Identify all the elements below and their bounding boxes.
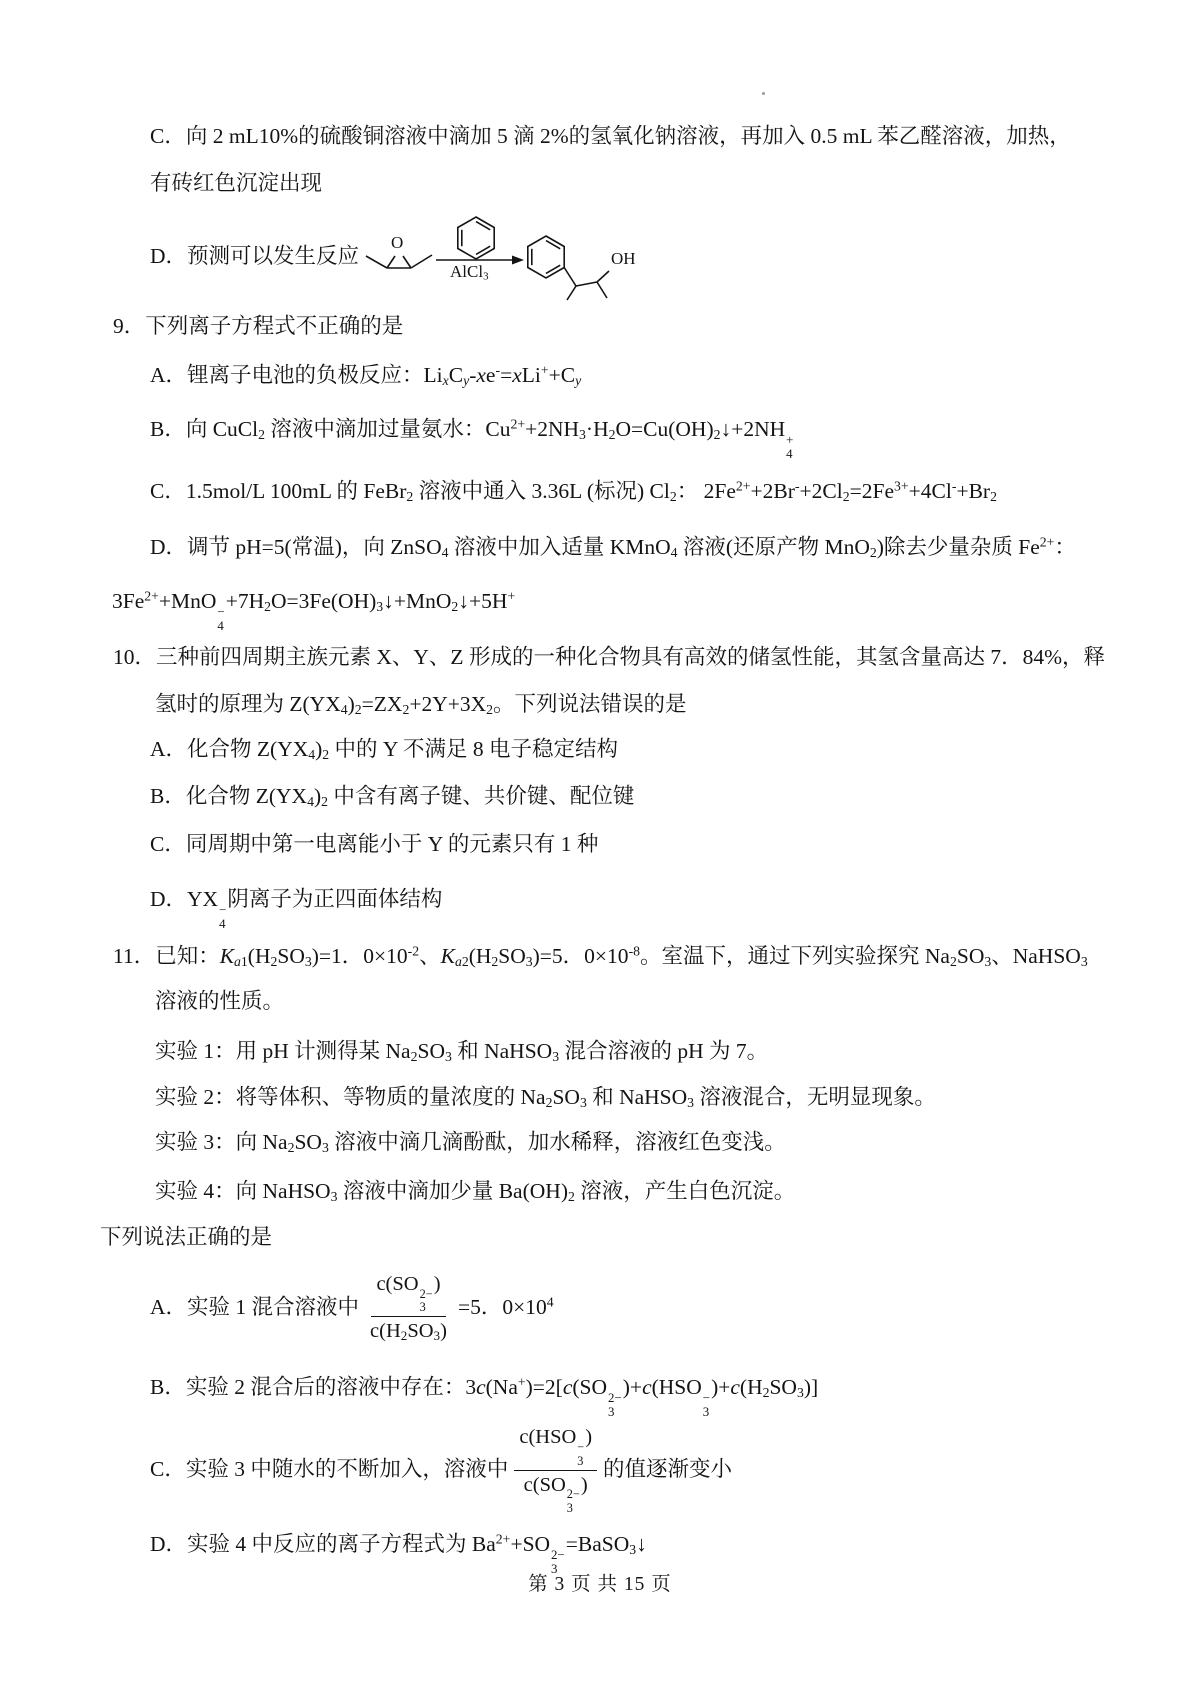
- q8-option-c-line2: 有砖红色沉淀出现: [150, 171, 323, 195]
- q11-option-a-suffix: =5．$0\times 10^4$: [457, 1294, 554, 1320]
- q9-option-d-line1: D．调节 pH=5(常温)，向 ZnSO$_4$ 溶液中加入适量 KMnO$_4$ 溶液(还原产物 MnO$_2$)除去少量杂质 $Fe^{2+}$：: [150, 534, 1076, 561]
- fraction-denominator: $c(H_2SO_3)$: [370, 1320, 447, 1343]
- q9-option-b: B．向 CuCl$_2$ 溶液中滴加过量氨水：$Cu^{2+}+2NH_3\cdot H_2O=Cu(OH)_2↓+2NH$ + 4: [150, 416, 794, 462]
- fraction: [514, 1424, 597, 1515]
- q11-option-b: B．实验 2 混合后的溶液中存在：3c(Na+)=2[c(SO 2− 3 )+c(HSO − 3 )$+c(H_2SO_3)$]: [150, 1374, 819, 1420]
- q11-stem-line2: 溶液的性质。: [155, 989, 285, 1013]
- q10-option-a: A．化合物 $Z(YX_4)_2$ 中的 Y 不满足 8 电子稳定结构: [150, 737, 619, 763]
- q11-exp4: 实验 4：向 NaHSO$_3$ 溶液中滴加少量 $Ba(OH)_2$ 溶液，产生白色沉淀。: [155, 1179, 796, 1205]
- fraction-numerator: c(SO 2− 3 ): [371, 1271, 445, 1317]
- catalyst-label: AlCl$_3$: [450, 262, 489, 283]
- product-hydroxyl-label: OH: [611, 249, 636, 268]
- q11-option-c: [150, 1426, 733, 1515]
- epoxide-oxygen-label: O: [391, 233, 404, 252]
- epoxide-structure: [366, 255, 432, 268]
- q8-option-c-line1: C．向 2 mL10%的硫酸铜溶液中滴加 5 滴 2%的氢氧化钠溶液，再加入 0.5 mL 苯乙醛溶液，加热，: [150, 124, 1071, 148]
- fraction: [365, 1271, 452, 1345]
- q8-option-d-prefix: D．预测可以发生反应: [150, 244, 360, 268]
- q11-exp1: 实验 1：用 pH 计测得某 $Na_2SO_3$ 和 NaHSO$_3$ 混合溶液的 pH 为 7。: [155, 1039, 769, 1065]
- q10-option-d: D．YX − 4 阴离子为正四面体结构: [150, 887, 443, 932]
- q9-option-d-line2: $3Fe^{2+}+MnO$ − 4 $+7H_2O=3Fe(OH)_3↓+MnO_2↓+5H^+$: [112, 588, 516, 634]
- q10-option-b: B．化合物 $Z(YX_4)_2$ 中含有离子键、共价键、配位键: [150, 784, 635, 810]
- q9-option-c: C．1.5mol/L 100mL 的 FeBr$_2$ 溶液中通入 3.36L (标况) $Cl_2$： $2Fe^{2+}+2Br^-+2Cl_2=2Fe^{3+}+4Cl^-+Br_2$: [150, 478, 997, 505]
- q11-exp3: 实验 3：向 $Na_2SO_3$ 溶液中滴几滴酚酞，加水稀释，溶液红色变浅。: [155, 1130, 786, 1156]
- q11-option-c-suffix: 的值逐渐变小: [603, 1457, 733, 1482]
- q9-stem: 9．下列离子方程式不正确的是: [113, 314, 404, 338]
- fraction-numerator: c(HSO − 3 ): [514, 1424, 597, 1470]
- q10-stem-line1: 10．三种前四周期主族元素 X、Y、Z 形成的一种化合物具有高效的储氢性能，其氢含量高达 7．84%，释: [113, 645, 1105, 669]
- product-structure: [528, 236, 609, 300]
- q10-stem-line2: 氢时的原理为 $Z(YX_4)_2=ZX_2+2Y+3X_2$。下列说法错误的是: [155, 692, 687, 718]
- q11-stem-line3: 下列说法正确的是: [100, 1225, 273, 1249]
- q11-option-c-prefix: C．实验 3 中随水的不断加入，溶液中: [150, 1457, 509, 1482]
- stray-mark: [762, 92, 765, 95]
- q10-option-c: C．同周期中第一电离能小于 Y 的元素只有 1 种: [150, 832, 599, 856]
- fraction-denominator: c(SO 2− 3 ): [523, 1473, 588, 1515]
- page-footer: 第 3 页 共 15 页: [528, 1574, 672, 1595]
- q11-option-a: [150, 1270, 554, 1346]
- q11-option-d: D．实验 4 中反应的离子方程式为 $Ba^{2+}+SO$ 2− 3 =BaSO$_3$↓: [150, 1531, 647, 1577]
- benzene-ring-icon: [458, 217, 494, 259]
- q9-option-a: A．锂离子电池的负极反应：$Li_xC_y-xe^-=xLi^++C_y$: [150, 362, 582, 389]
- q11-stem-line1: 11．已知：$K_{a1}(H_2SO_3)=1$．$0\times 10^{-2}$、$K_{a2}(H_2SO_3)=5$．$0\times 10^{-8}$。室温下，通过下列实验探究 $Na_2SO_3$、NaHSO$_3$: [113, 943, 1088, 970]
- q11-option-a-prefix: A．实验 1 混合溶液中: [150, 1295, 360, 1320]
- q11-exp2: 实验 2：将等体积、等物质的量浓度的 $Na_2SO_3$ 和 NaHSO$_3$ 溶液混合，无明显现象。: [155, 1085, 936, 1111]
